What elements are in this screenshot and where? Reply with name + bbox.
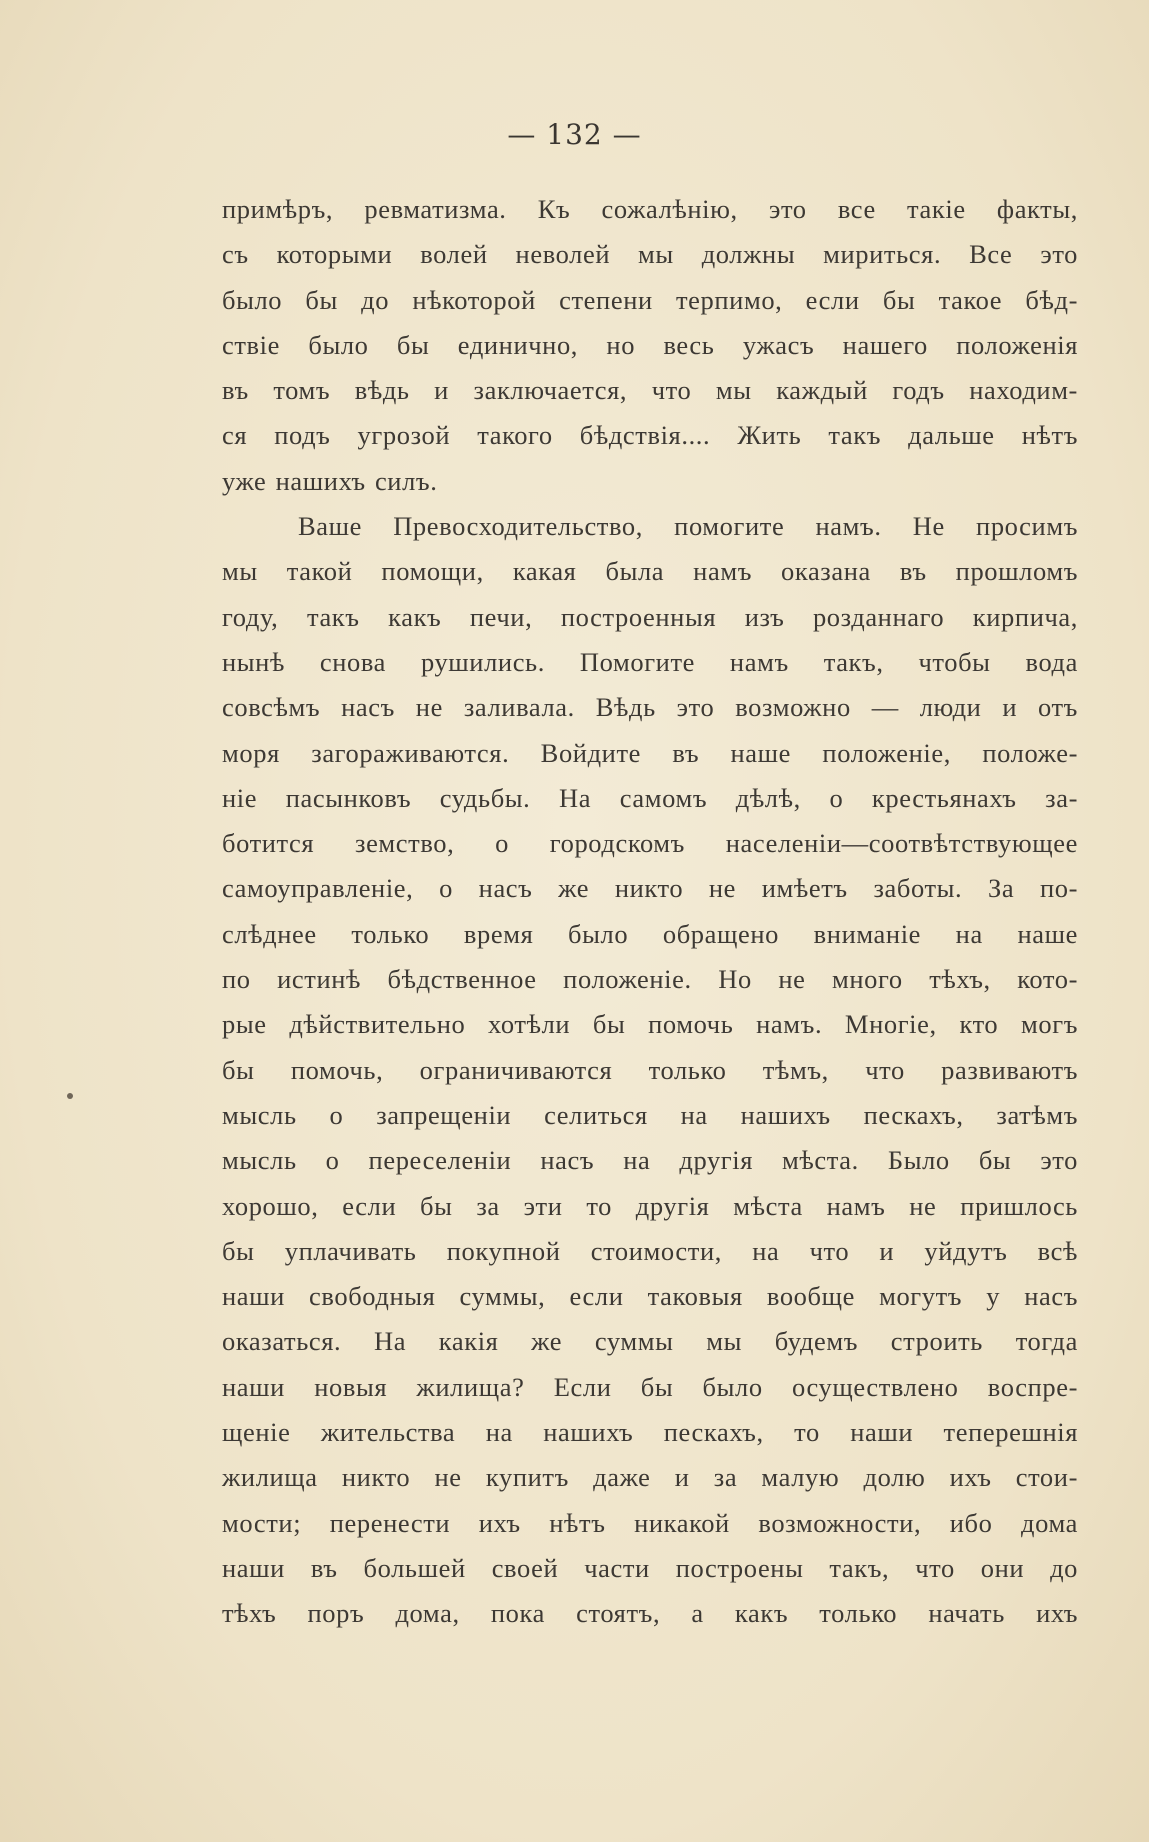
text-line: бы уплачивать покупной стоимости, на что и уйдутъ всѣ bbox=[222, 1235, 1078, 1266]
text-line: мысль о запрещеніи селиться на нашихъ пескахъ, затѣмъ bbox=[222, 1099, 1078, 1130]
text-line: рые дѣйствительно хотѣли бы помочь намъ. Многіе, кто могъ bbox=[222, 1009, 1078, 1040]
text-line: ніе пасынковъ судьбы. На самомъ дѣлѣ, о крестьянахъ за- bbox=[222, 782, 1078, 813]
text-line: совсѣмъ насъ не заливала. Вѣдь это возможно — люди и отъ bbox=[222, 692, 1078, 723]
text-line: мысль о переселеніи насъ на другія мѣста. Было бы это bbox=[222, 1145, 1078, 1176]
paragraph-end-line: уже нашихъ силъ. bbox=[222, 465, 438, 496]
body-text bbox=[222, 187, 1078, 1637]
text-line: слѣднее только время было обращено вниманіе на наше bbox=[222, 918, 1078, 949]
text-line: моря загораживаются. Войдите въ наше положеніе, положе- bbox=[222, 737, 1078, 768]
text-line: хорошо, если бы за эти то другія мѣста намъ не пришлось bbox=[222, 1190, 1078, 1221]
text-line: мы такой помощи, какая была намъ оказана въ прошломъ bbox=[222, 556, 1078, 587]
text-line: по истинѣ бѣдственное положеніе. Но не много тѣхъ, кото- bbox=[222, 964, 1078, 995]
text-line: оказаться. На какія же суммы мы будемъ строить тогда bbox=[222, 1326, 1078, 1357]
text-line: ботится земство, о городскомъ населеніи—соотвѣтствующее bbox=[222, 828, 1078, 859]
text-line: бы помочь, ограничиваются только тѣмъ, что развиваютъ bbox=[222, 1054, 1078, 1085]
text-line: ствіе было бы единично, но весь ужасъ нашего положенія bbox=[222, 329, 1078, 360]
page-number: — 132 — bbox=[507, 118, 642, 151]
text-line: ся подъ угрозой такого бѣдствія.... Жить такъ дальше нѣтъ bbox=[222, 420, 1078, 451]
text-line: щеніе жительства на нашихъ пескахъ, то наши теперешнія bbox=[222, 1417, 1078, 1448]
text-line: мости; перенести ихъ нѣтъ никакой возможности, ибо дома bbox=[222, 1507, 1078, 1538]
paper-speck bbox=[67, 1093, 73, 1099]
text-line: жилища никто не купитъ даже и за малую долю ихъ стои- bbox=[222, 1462, 1078, 1493]
text-line: наши въ большей своей части построены такъ, что они до bbox=[222, 1552, 1078, 1583]
text-line: примѣръ, ревматизма. Къ сожалѣнію, это все такіе факты, bbox=[222, 194, 1078, 224]
text-line: было бы до нѣкоторой степени терпимо, если бы такое бѣд- bbox=[222, 284, 1078, 315]
text-line: наши свободныя суммы, если таковыя вообще могутъ у насъ bbox=[222, 1281, 1078, 1312]
text-line: съ которыми волей неволей мы должны мириться. Все это bbox=[222, 239, 1078, 270]
text-line: году, такъ какъ печи, построенныя изъ розданнаго кирпича, bbox=[222, 601, 1078, 632]
text-line: тѣхъ поръ дома, пока стоятъ, а какъ только начать ихъ bbox=[222, 1598, 1078, 1629]
text-line: въ томъ вѣдь и заключается, что мы каждый годъ находим- bbox=[222, 375, 1078, 406]
text-line: наши новыя жилища? Если бы было осуществлено воспре- bbox=[222, 1371, 1078, 1402]
text-line: нынѣ снова рушились. Помогите намъ такъ, чтобы вода bbox=[222, 646, 1078, 677]
paragraph-start-line: Ваше Превосходительство, помогите намъ. Не просимъ bbox=[298, 511, 1078, 542]
text-line: самоуправленіе, о насъ же никто не имѣетъ заботы. За по- bbox=[222, 873, 1078, 904]
